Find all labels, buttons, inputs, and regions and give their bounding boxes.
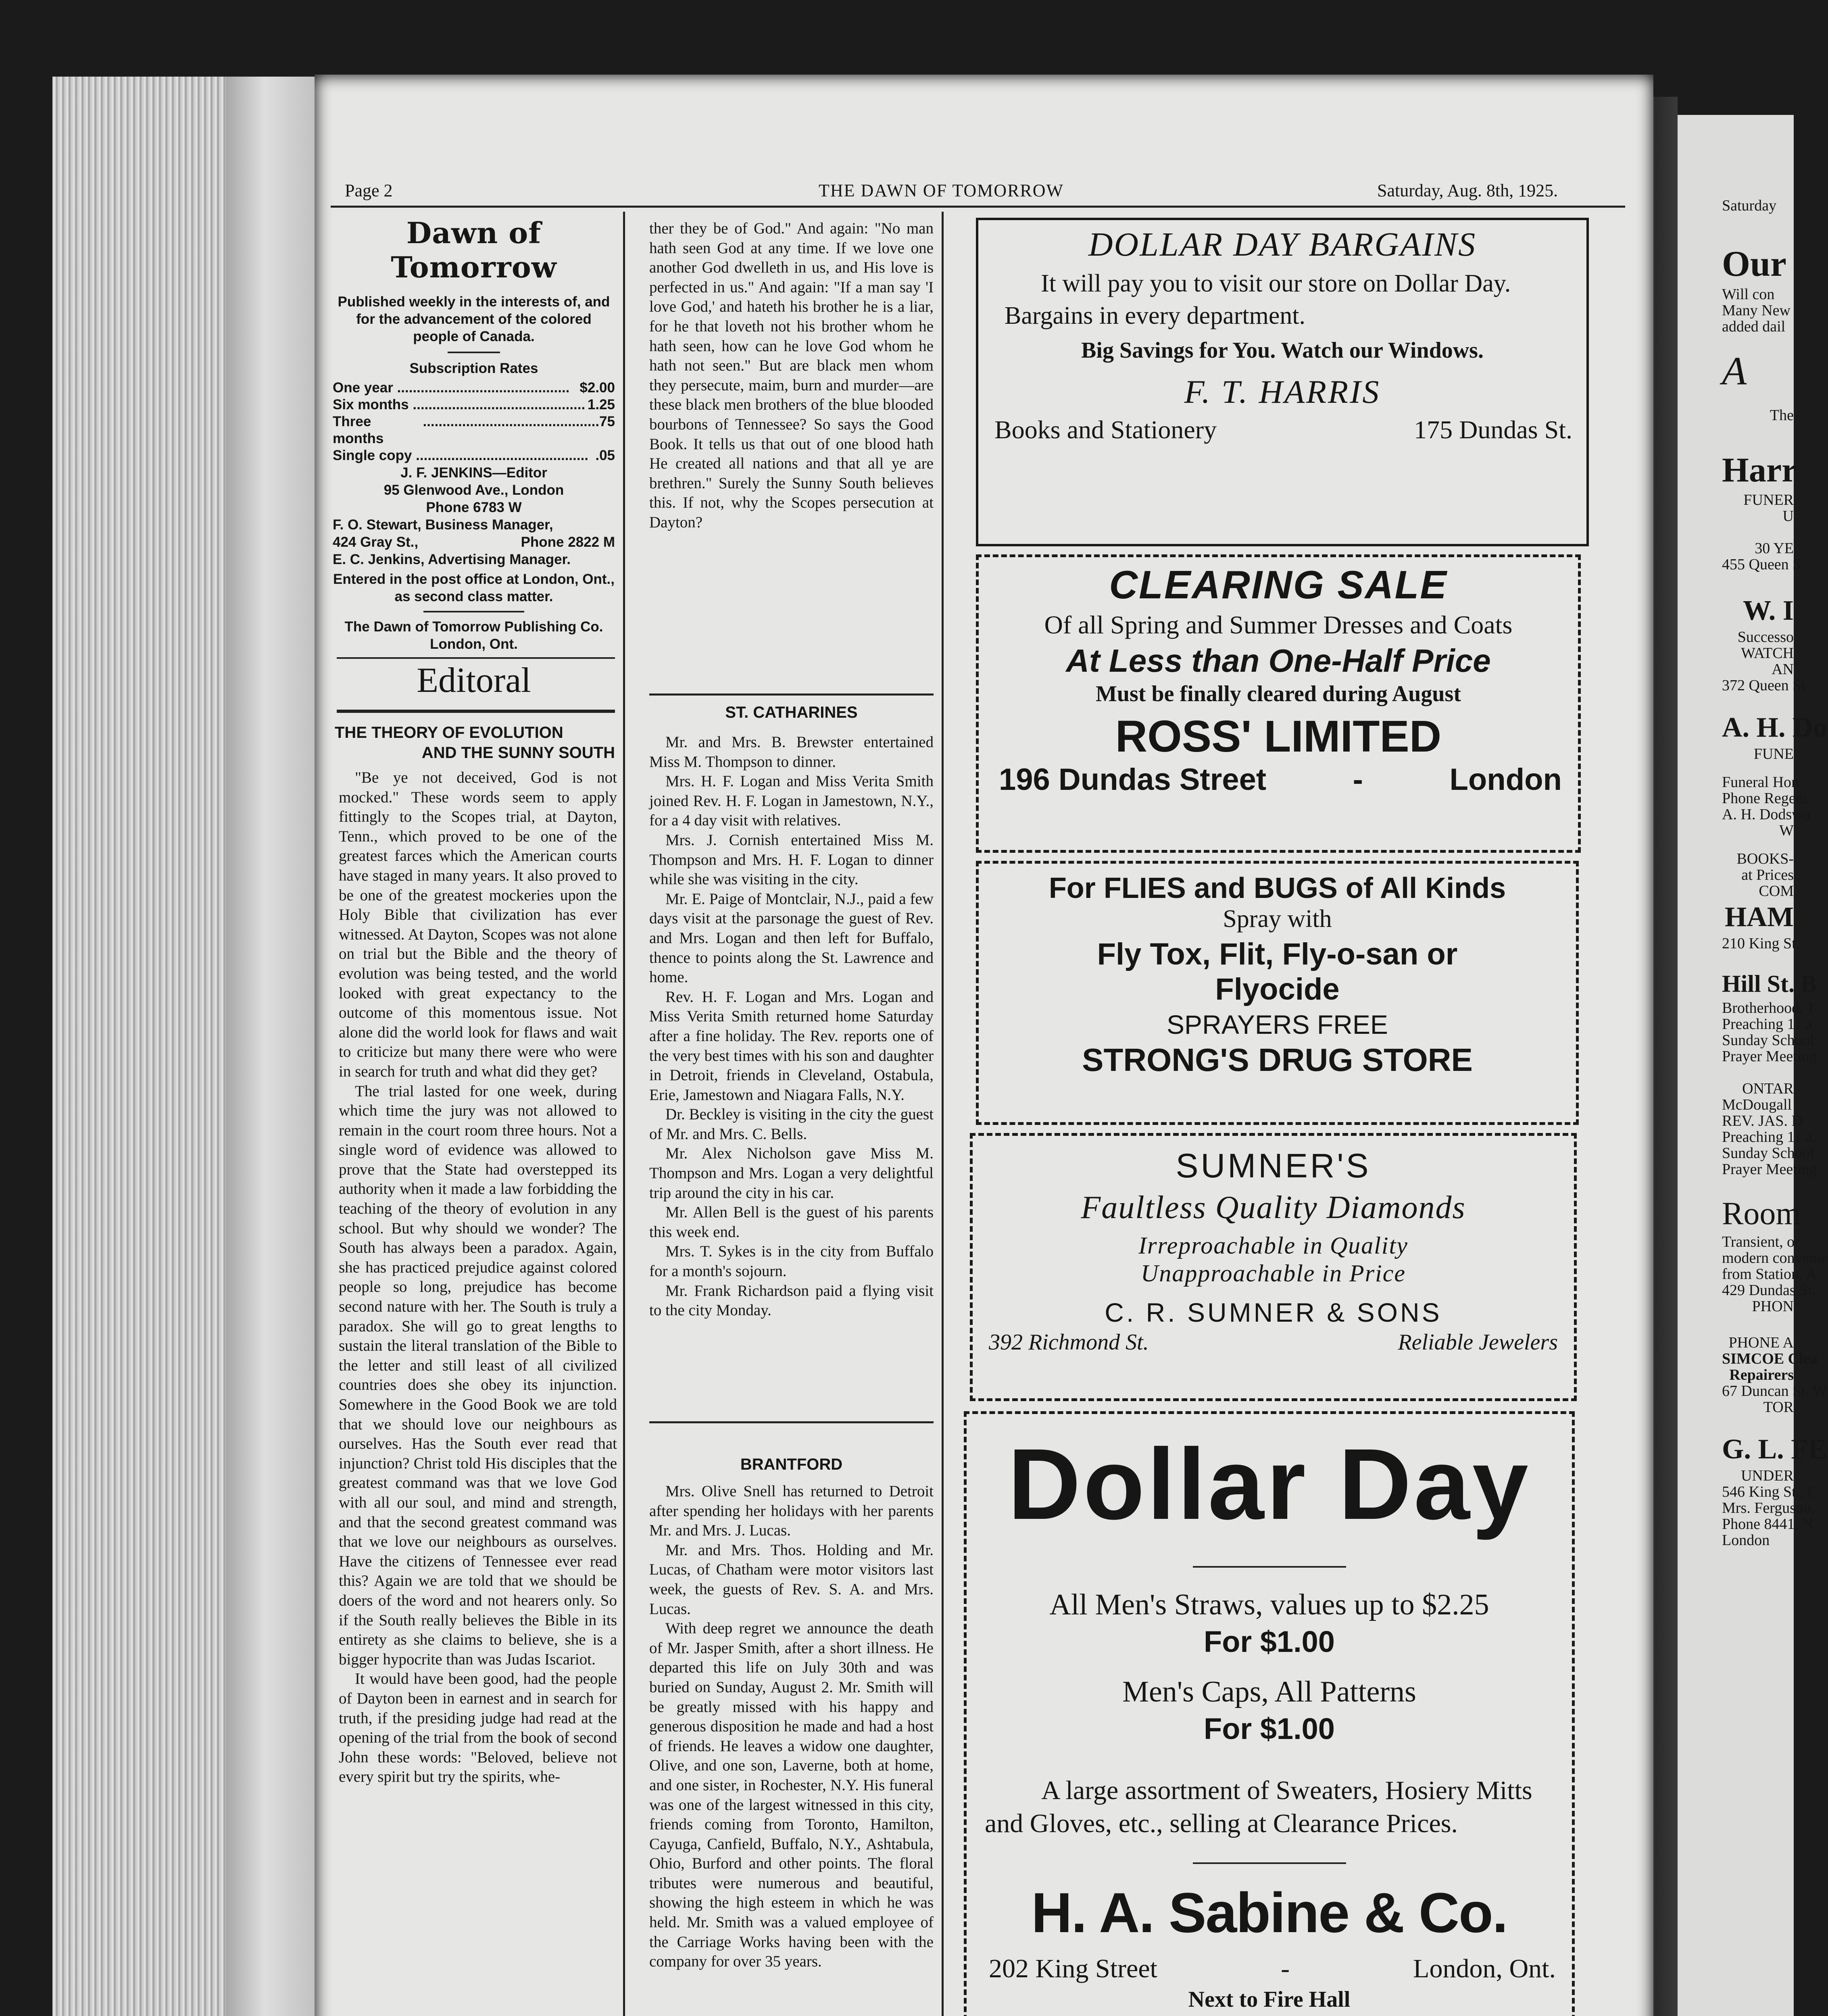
ad-sumner-title: SUMNER'S — [1176, 1147, 1371, 1185]
ad-sumner-footer — [973, 1328, 1574, 1355]
ad-sabine-title: Dollar Day — [1008, 1428, 1531, 1540]
ad-sabine-footer — [967, 1945, 1572, 1984]
ad-strong — [976, 861, 1579, 1125]
ad-strong-products: Fly Tox, Flit, Fly-o-san or — [1097, 937, 1458, 971]
section-rule — [649, 694, 934, 696]
news-item: Mr. Alex Nicholson gave Miss M. Thompson and Mrs. Logan a very delightful trip around the city in his car. — [649, 1145, 934, 1202]
ad-ross — [976, 554, 1581, 853]
binding-shadow — [226, 77, 323, 2016]
facing-line: Mrs. Ferguson, — [1722, 1500, 1815, 1516]
brantford-news — [649, 1482, 934, 1972]
masthead-divider — [448, 352, 500, 353]
facing-line: Transient, or — [1722, 1233, 1800, 1250]
ad-ross-footer — [979, 762, 1578, 797]
ad-sabine-price: For $1.00 — [1204, 1712, 1335, 1745]
facing-line: 455 Queen S — [1722, 556, 1801, 573]
ad-sabine-location: Next to Fire Hall — [1188, 1987, 1351, 2012]
facing-line: TOR — [1763, 1399, 1794, 1416]
news-item: Mrs. J. Cornish entertained Miss M. Thompson and Mrs. H. F. Logan to dinner while she was visiting in the city. — [649, 831, 934, 888]
rates-title: Subscription Rates — [409, 360, 538, 376]
ad-sabine-city: London, Ont. — [1413, 1954, 1556, 1983]
ad-sumner-name: C. R. SUMNER & SONS — [1105, 1297, 1442, 1327]
ad-harris-line: Books and Stationery — [994, 415, 1217, 444]
facing-line: 372 Queen St — [1722, 677, 1805, 694]
ad-harris-slogan: Big Savings for You. Watch our Windows. — [1081, 338, 1484, 363]
facing-line: A — [1722, 348, 1747, 393]
facing-line: Many New — [1722, 302, 1790, 319]
ad-sabine-separator: - — [1281, 1954, 1290, 1983]
ad-sabine-divider — [1193, 1566, 1346, 1568]
facing-page-text — [1722, 197, 1828, 1549]
editor-line: J. F. JENKINS—Editor — [400, 465, 547, 481]
facing-line: PHON — [1752, 1298, 1794, 1315]
facing-line: 67 Duncan St. W — [1722, 1383, 1828, 1400]
ad-ross-name: ROSS' LIMITED — [1115, 712, 1442, 761]
ad-harris-title: DOLLAR DAY BARGAINS — [1088, 226, 1477, 263]
ad-strong-product: Flyocide — [1215, 972, 1340, 1006]
facing-line: REV. JAS. D — [1722, 1112, 1803, 1129]
editor-address: 95 Glenwood Ave., London — [384, 482, 564, 498]
facing-line: W — [1779, 822, 1794, 839]
ad-sabine-item: All Men's Straws, values up to $2.25 — [1049, 1588, 1489, 1621]
facing-line: Harr — [1722, 450, 1797, 489]
news-item: Mr. and Mrs. Thos. Holding and Mr. Lucas, of Chatham were motor visitors last week, the guests of Rev. S. A. and Mrs. Lucas. — [649, 1541, 934, 1618]
ad-harris-text: It will pay you to visit our store on Dollar Day. Bargains in every department. — [1005, 270, 1511, 329]
masthead-title: Dawn of Tomorrow — [391, 216, 557, 284]
facing-line: Phone Regent — [1722, 790, 1808, 807]
ad-sabine-name: H. A. Sabine & Co. — [1031, 1881, 1507, 1944]
facing-line: Repairers — [1729, 1366, 1794, 1383]
editorial-paragraph: "Be ye not deceived, God is not mocked." These words seem to apply fittingly to the Scopes trial, at Dayton, Tenn., which proved to be one of the greatest farces which the American courts have staged in many years. It also proved to be one of the greatest mockeries upon the Holy Bible that civilization has ever witnessed. At Dayton, Scopes was not alone on trial but the Bible and the theory of evolution was being tested, and the world looked with great expectancy to the outcome of this momentous issue. Not alone did the world look for flaws and wait to criticize but many there were who were in search for truth and what did they get? — [339, 769, 617, 1080]
facing-line: U — [1782, 508, 1794, 525]
facing-line: Sunday School — [1722, 1032, 1815, 1049]
rates-table — [333, 379, 615, 464]
editorial-continued — [649, 219, 934, 533]
facing-line: The — [1770, 407, 1794, 424]
postal-entry: Entered in the post office at London, Ont., as second class matter. — [333, 571, 615, 604]
ad-sabine — [964, 1411, 1575, 2016]
facing-date: Saturday — [1722, 197, 1777, 214]
facing-line: ONTAR — [1742, 1080, 1794, 1097]
facing-line: modern convenie — [1722, 1250, 1828, 1266]
publisher: The Dawn of Tomorrow Publishing Co. — [344, 619, 603, 635]
advertising-manager: E. C. Jenkins, Advertising Manager. — [333, 552, 571, 567]
ad-strong-headline: For FLIES and BUGS of All Kinds — [1048, 872, 1506, 904]
ad-sumner — [970, 1133, 1577, 1401]
ad-harris — [976, 218, 1589, 546]
ad-sumner-line: Unapproachable in Price — [1141, 1260, 1406, 1287]
masthead-divider — [423, 611, 524, 612]
ad-sabine-item: Men's Caps, All Patterns — [1122, 1675, 1416, 1708]
facing-line: Our — [1722, 244, 1787, 284]
facing-line: HAM — [1724, 902, 1794, 933]
facing-line: London — [1722, 1532, 1770, 1549]
news-item: Mrs. T. Sykes is in the city from Buffalo for a month's sojourn. — [649, 1243, 934, 1280]
editorial-rule-top — [337, 657, 615, 659]
ad-ross-separator: - — [1353, 762, 1363, 797]
ad-ross-text: Of all Spring and Summer Dresses and Coats — [1044, 610, 1513, 639]
facing-line: A. H. Dodswo — [1722, 806, 1811, 823]
editorial-paragraph: It would have been good, had the people of Dayton been in earnest and in search for truth, if the presiding judge had read at the opening of the trial from the book of second John these words: "Beloved, believe not every spirit but try the spirits, whe- — [339, 1670, 617, 1786]
facing-line: Prayer Meeting — [1722, 1048, 1817, 1065]
facing-line: W. I — [1743, 595, 1794, 626]
brantford-heading: BRANTFORD — [740, 1456, 843, 1473]
news-item: Mrs. Olive Snell has returned to Detroit after spending her holidays with her parents Mr. and Mrs. J. Lucas. — [649, 1483, 934, 1539]
editor-phone: Phone 6783 W — [426, 500, 522, 515]
news-item: Mr. Frank Richardson paid a flying visit to the city Monday. — [649, 1282, 934, 1319]
ad-harris-name: F. T. HARRIS — [1184, 373, 1381, 410]
business-contact: 424 Gray St., Phone 2822 M — [333, 534, 615, 550]
editorial-title-1: THE THEORY OF EVOLUTION — [335, 724, 563, 741]
news-item: Rev. H. F. Logan and Mrs. Logan and Miss Verita Smith returned home Saturday after a fine holiday. The Rev. reports one of the very best times with his son and daughter in Detroit, friends in Cleveland, Ostabula, Erie, Jamestown and Niagara Falls, N.Y. — [649, 988, 934, 1104]
facing-line: AN — [1772, 661, 1794, 678]
facing-line: A. H. Do — [1722, 712, 1827, 743]
facing-line: 546 King St., C — [1722, 1483, 1818, 1500]
ad-harris-footer — [978, 411, 1586, 445]
paper-title: THE DAWN OF TOMORROW — [819, 181, 1064, 200]
editorial-body — [339, 768, 617, 1787]
facing-line: PHONE A — [1728, 1334, 1794, 1351]
ad-strong-text: Spray with — [1223, 905, 1332, 933]
facing-line: McDougall — [1722, 1096, 1792, 1113]
ad-ross-offer: At Less than One-Half Price — [1066, 643, 1491, 679]
facing-line: at Prices — [1741, 866, 1794, 883]
st-catharines-news — [649, 733, 934, 1320]
facing-line: Preaching 11 a. — [1722, 1129, 1816, 1145]
facing-line: Phone 8441, N — [1722, 1516, 1813, 1533]
newspaper-page — [315, 75, 1653, 2016]
ad-ross-address: 196 Dundas Street — [999, 762, 1267, 797]
news-item: Dr. Beckley is visiting in the city the guest of Mr. and Mrs. C. Bells. — [649, 1106, 934, 1143]
rate-row: Six months ............................................ 1.25 — [333, 397, 615, 412]
business-manager: F. O. Stewart, Business Manager, — [333, 517, 553, 533]
ad-sabine-text: A large assortment of Sweaters, Hosiery Mitts and Gloves, etc., selling at Clearance Prices. — [985, 1776, 1532, 1838]
rate-row: Three months ............................................ .75 — [333, 414, 615, 446]
ad-sumner-tagline: Reliable Jewelers — [1398, 1330, 1558, 1355]
issue-date: Saturday, Aug. 8th, 1925. — [1377, 181, 1558, 200]
facing-line: Preaching 11 a — [1722, 1016, 1813, 1033]
facing-line: Funeral Hon — [1722, 774, 1799, 791]
ad-sabine-divider — [1193, 1862, 1346, 1864]
news-item: Mr. Allen Bell is the guest of his parents this week end. — [649, 1204, 934, 1241]
facing-line: Hill St. B — [1722, 971, 1817, 997]
facing-line: from Station. A — [1722, 1266, 1817, 1283]
masthead-intro: Published weekly in the interests of, and for the advancement of the colored people of Canada. — [338, 294, 610, 344]
ad-sumner-slogan: Faultless Quality Diamonds — [1081, 1190, 1466, 1225]
editorial-rule-bottom — [337, 710, 615, 713]
news-item: Mr. E. Paige of Montclair, N.J., paid a few days visit at the parsonage the guest of Rev. and Mrs. Logan and then left for Buffalo, thence to points along the St. Lawrence and home. — [649, 890, 934, 986]
header-rule — [331, 206, 1625, 208]
facing-line: Will con — [1722, 286, 1775, 303]
ad-strong-offer: SPRAYERS FREE — [1167, 1010, 1388, 1039]
ad-sumner-address: 392 Richmond St. — [989, 1330, 1149, 1355]
facing-line: Brotherhood, 1 — [1722, 1000, 1815, 1016]
facing-line: Sunday School — [1722, 1145, 1815, 1162]
facing-line: G. L. FE — [1722, 1434, 1827, 1465]
masthead — [333, 216, 615, 653]
rate-row: One year ............................................ $2.00 — [333, 380, 615, 396]
facing-line: COM — [1759, 883, 1794, 900]
st-catharines-heading: ST. CATHARINES — [725, 704, 858, 721]
facing-line: Successo — [1737, 629, 1794, 646]
editorial-paragraph: ther they be of God." And again: "No man hath seen God at any time. If we love one another God dwelleth in us, and His love is perfected in us." And again: "If a man say 'I love God,' and hateth his brother he is a liar, for he that loveth not his brother whom he hath seen, how can he love God whom he hath not seen." But are black men whom they persecute, maim, burn and murder—are these black men brothers of the blue blooded bourbons of Tennessee? So says the Good Book. It tells us that out of one blood hath He created all nations and that all ye are brethren." Surely the Sunny South believes this. If not, why the Scopes persecution at Dayton? — [649, 220, 934, 531]
facing-line: 30 YE — [1755, 540, 1794, 557]
ad-sabine-address: 202 King Street — [989, 1954, 1157, 1983]
facing-line: added dail — [1722, 318, 1786, 335]
facing-line: 429 Dundas St. — [1722, 1282, 1816, 1299]
news-item: With deep regret we announce the death of Mr. Jasper Smith, after a short illness. He departed this life on July 30th and was buried on Sunday, August 2. Mr. Smith will be greatly missed with his happy and generous disposition he made and had a host of friends. He leaves a widow one daughter, Olive, and one son, Laverne, both at home, and one sister, in Rochester, N.Y. His funeral was one of the largest witnessed in this city, friends coming from Toronto, Hamilton, Cayuga, Canfield, Buffalo, N.Y., Ashtabula, Ohio, Burford and other points. The floral tributes were numerous and beautiful, showing the high esteem in which he was held. Mr. Smith was a valued employee of the Carriage Works having been with the company for over 35 years. — [649, 1620, 934, 1970]
page-number: Page 2 — [345, 181, 393, 200]
facing-line: SIMCOE Clea — [1722, 1350, 1818, 1367]
editorial-title-2: AND THE SUNNY SOUTH — [421, 744, 615, 762]
ad-harris-address: 175 Dundas St. — [1414, 415, 1572, 444]
facing-line: 210 King St. — [1722, 935, 1800, 952]
ad-sumner-line: Irreproachable in Quality — [1138, 1232, 1408, 1259]
facing-line: BOOKS- — [1736, 850, 1794, 867]
editorial-paragraph: The trial lasted for one week, during which time the jury was not allowed to remain in the court room three hours. Not a single word of evidence was allowed to prove that the State had overstepped its authority when it made a law forbidding the teaching of the theory of evolution in any school. But why should we wonder? The South has always been a paradox. Again, she has practiced prejudice against colored people so long, prejudice has become second nature with her. The South is truly a paradox. She will go to great lengths to sustain the literal translation of the Bible to the letter and still least of all civilized countries does she obey its injunction. Somewhere in the Good Book we are told that we should love our neighbours as ourselves. Has the South ever read that injunction? Christ told His disciples that the greatest command was that we love God with all our soul, and mind and strength, and that the second greatest command was that we love our neighbours as ourselves. Have the citizens of Tennessee ever read this? Again we are told that we should be doers of the word and not hearers only. So if the South really believes the Bible in its entirety as she claims to believe, she is a bigger hypocrite than was Judas Iscariot. — [339, 1082, 617, 1668]
facing-line: FUNE — [1753, 746, 1794, 762]
ad-ross-title: CLEARING SALE — [1109, 562, 1448, 607]
facing-line: WATCH — [1741, 645, 1794, 662]
section-rule — [649, 1421, 934, 1423]
column-rule-1 — [623, 212, 625, 2016]
news-item: Mr. and Mrs. B. Brewster entertained Miss M. Thompson to dinner. — [649, 733, 934, 771]
rate-row: Single copy ............................................ .05 — [333, 448, 615, 463]
publisher-city: London, Ont. — [430, 636, 518, 652]
ad-ross-city: London — [1449, 762, 1562, 797]
news-item: Mrs. H. F. Logan and Miss Verita Smith joined Rev. H. F. Logan in Jamestown, N.Y., for a 4 day visit with relatives. — [649, 773, 934, 829]
facing-line: UNDER — [1741, 1467, 1794, 1484]
facing-line: FUNER — [1743, 492, 1794, 508]
ad-ross-note: Must be finally cleared during August — [1096, 681, 1461, 706]
facing-line: Room — [1722, 1196, 1801, 1231]
ad-sabine-price: For $1.00 — [1204, 1625, 1335, 1658]
ad-strong-name: STRONG'S DRUG STORE — [1082, 1042, 1473, 1078]
facing-line: Prayer Meeting — [1722, 1161, 1817, 1178]
editorial-heading: Editoral — [417, 661, 531, 700]
column-rule-2 — [942, 212, 944, 2016]
